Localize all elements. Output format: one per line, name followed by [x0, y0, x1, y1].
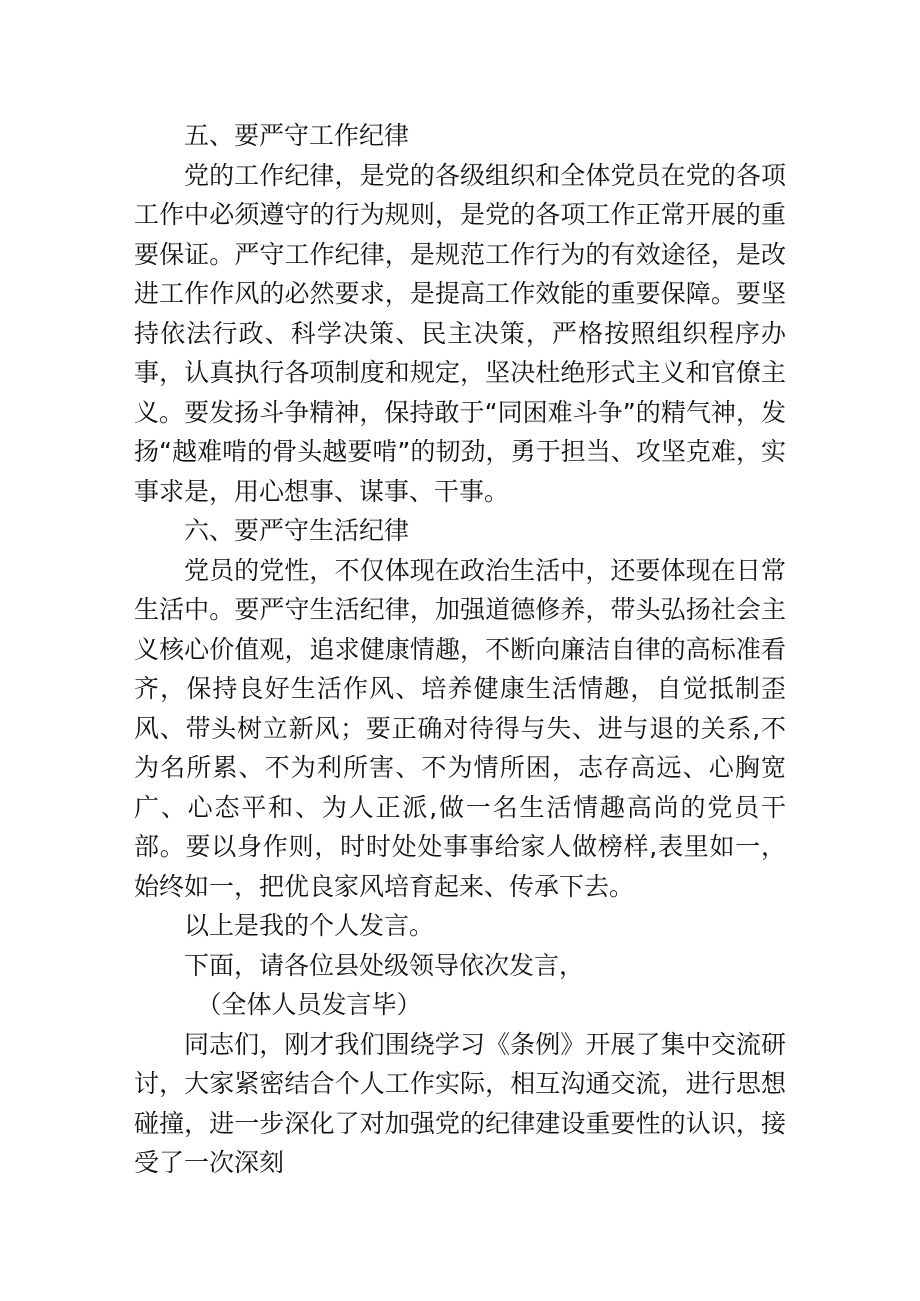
document-body: [134, 116, 786, 1183]
paragraph-work-discipline: 党的工作纪律，是党的各级组织和全体党员在党的各项工作中必须遵守的行为规则，是党的各项工作正常开展的重要保证。严守工作纪律，是规范工作行为的有效途径，是改进工作作风的必然要求，是提高工作效能的重要保障。要坚持依法行政、科学决策、民主决策，严格按照组织程序办事，认真执行各项制度和规定，坚决杜绝形式主义和官僚主义。要发扬斗争精神，保持敢于“同困难斗争”的精气神，发扬“越难啃的骨头越要啃”的韧劲，勇于担当、攻坚克难，实事求是，用心想事、谋事、干事。: [134, 160, 786, 506]
section-heading-work-discipline: 五、要严守工作纪律: [184, 121, 410, 150]
paragraph-closing-remarks: 同志们，刚才我们围绕学习《条例》开展了集中交流研讨，大家紧密结合个人工作实际，相互沟通交流，进行思想碰撞，进一步深化了对加强党的纪律建设重要性的认识，接受了一次深刻: [134, 1029, 786, 1177]
section-heading-life-discipline: 六、要严守生活纪律: [184, 516, 410, 545]
paragraph-next-speakers: 下面，请各位县处级领导依次发言，: [184, 950, 585, 980]
paragraph-life-discipline: 党员的党性，不仅体现在政治生活中，还要体现在日常生活中。要严守生活纪律，加强道德修养，带头弘扬社会主义核心价值观，追求健康情趣，不断向廉洁自律的高标准看齐，保持良好生活作风、培养健康生活情趣，自觉抵制歪风、带头树立新风；要正确对待得与失、进与退的关系,不为名所累、不为利所害、不为情所困，志存高远、心胸宽广、心态平和、为人正派,做一名生活情趣高尚的党员干部。要以身作则，时时处处事事给家人做榜样,表里如一，始终如一，把优良家风培育起来、传承下去。: [134, 555, 786, 901]
paragraph-personal-speech-end: 以上是我的个人发言。: [184, 911, 435, 940]
paragraph-speeches-finished: （全体人员发言毕）: [196, 990, 422, 1019]
